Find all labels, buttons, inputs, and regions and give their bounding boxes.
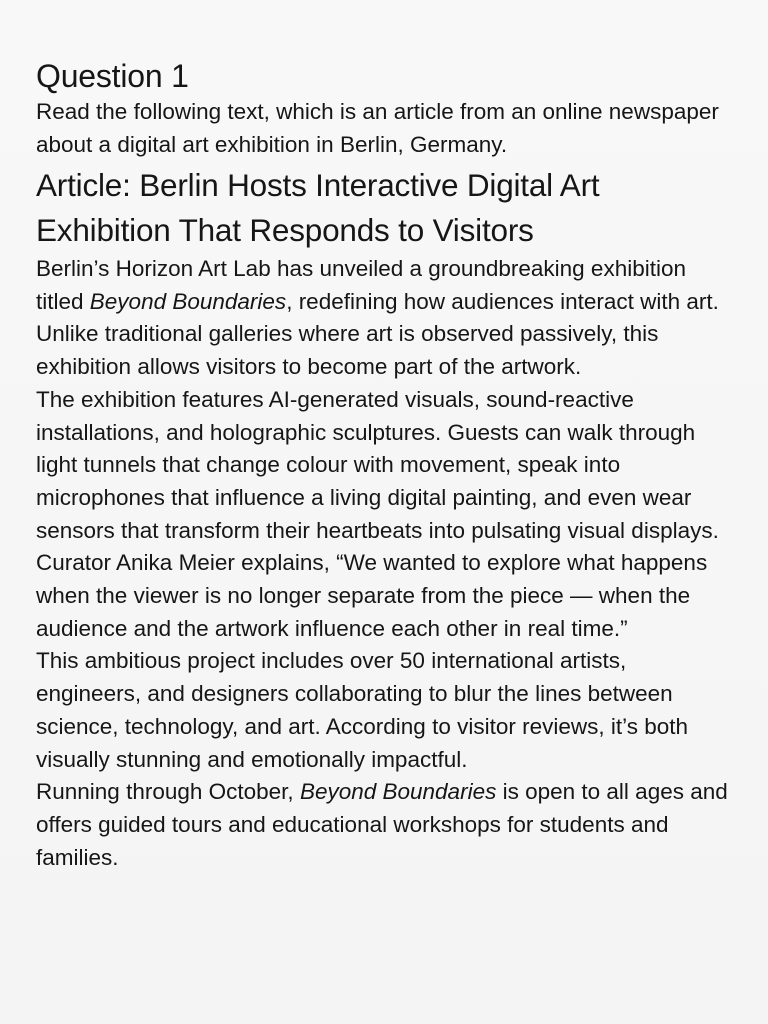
question-intro: Read the following text, which is an article from an online newspaper about a digital art exhibition in Berlin, Germany.	[36, 99, 719, 157]
article-paragraph-4: This ambitious project includes over 50 international artists, engineers, and designers collaborating to blur the lines between science, technology, and art. According to visitor reviews, it’s both visually stunning and emotionally impactful.	[36, 648, 688, 772]
paragraph-text: Berlin’s Horizon Art Lab has unveiled a groundbreaking exhibition titled	[36, 256, 686, 314]
paragraph-text: Running through October,	[36, 779, 300, 805]
article-paragraph-2: The exhibition features AI-generated visuals, sound-reactive installations, and holographic sculptures. Guests can walk through light tunnels that change colour with movement, speak into microphones that influence a living digital painting, and even wear sensors that transform their heartbeats into pulsating visual displays.	[36, 386, 719, 543]
exhibition-title-italic: Beyond Boundaries	[89, 288, 287, 314]
paragraph-text: is open to all ages and offers guided tours and educational workshops for students and families.	[36, 779, 728, 870]
article-paragraph-5	[36, 776, 732, 874]
question-title: Question 1	[36, 58, 189, 94]
paragraph-text: , redefining how audiences interact with art. Unlike traditional galleries where art is observed passively, this exhibition allows visitors to become part of the artwork.	[36, 288, 719, 380]
article-paragraph-1	[36, 253, 732, 384]
article-body	[36, 253, 732, 874]
article-paragraph-3: Curator Anika Meier explains, “We wanted to explore what happens when the viewer is no longer separate from the piece — when the audience and the artwork influence each other in real time.”	[36, 550, 708, 641]
exhibition-title-italic: Beyond Boundaries	[299, 779, 497, 805]
article-title: Article: Berlin Hosts Interactive Digital Art Exhibition That Responds to Visitors	[36, 167, 600, 248]
